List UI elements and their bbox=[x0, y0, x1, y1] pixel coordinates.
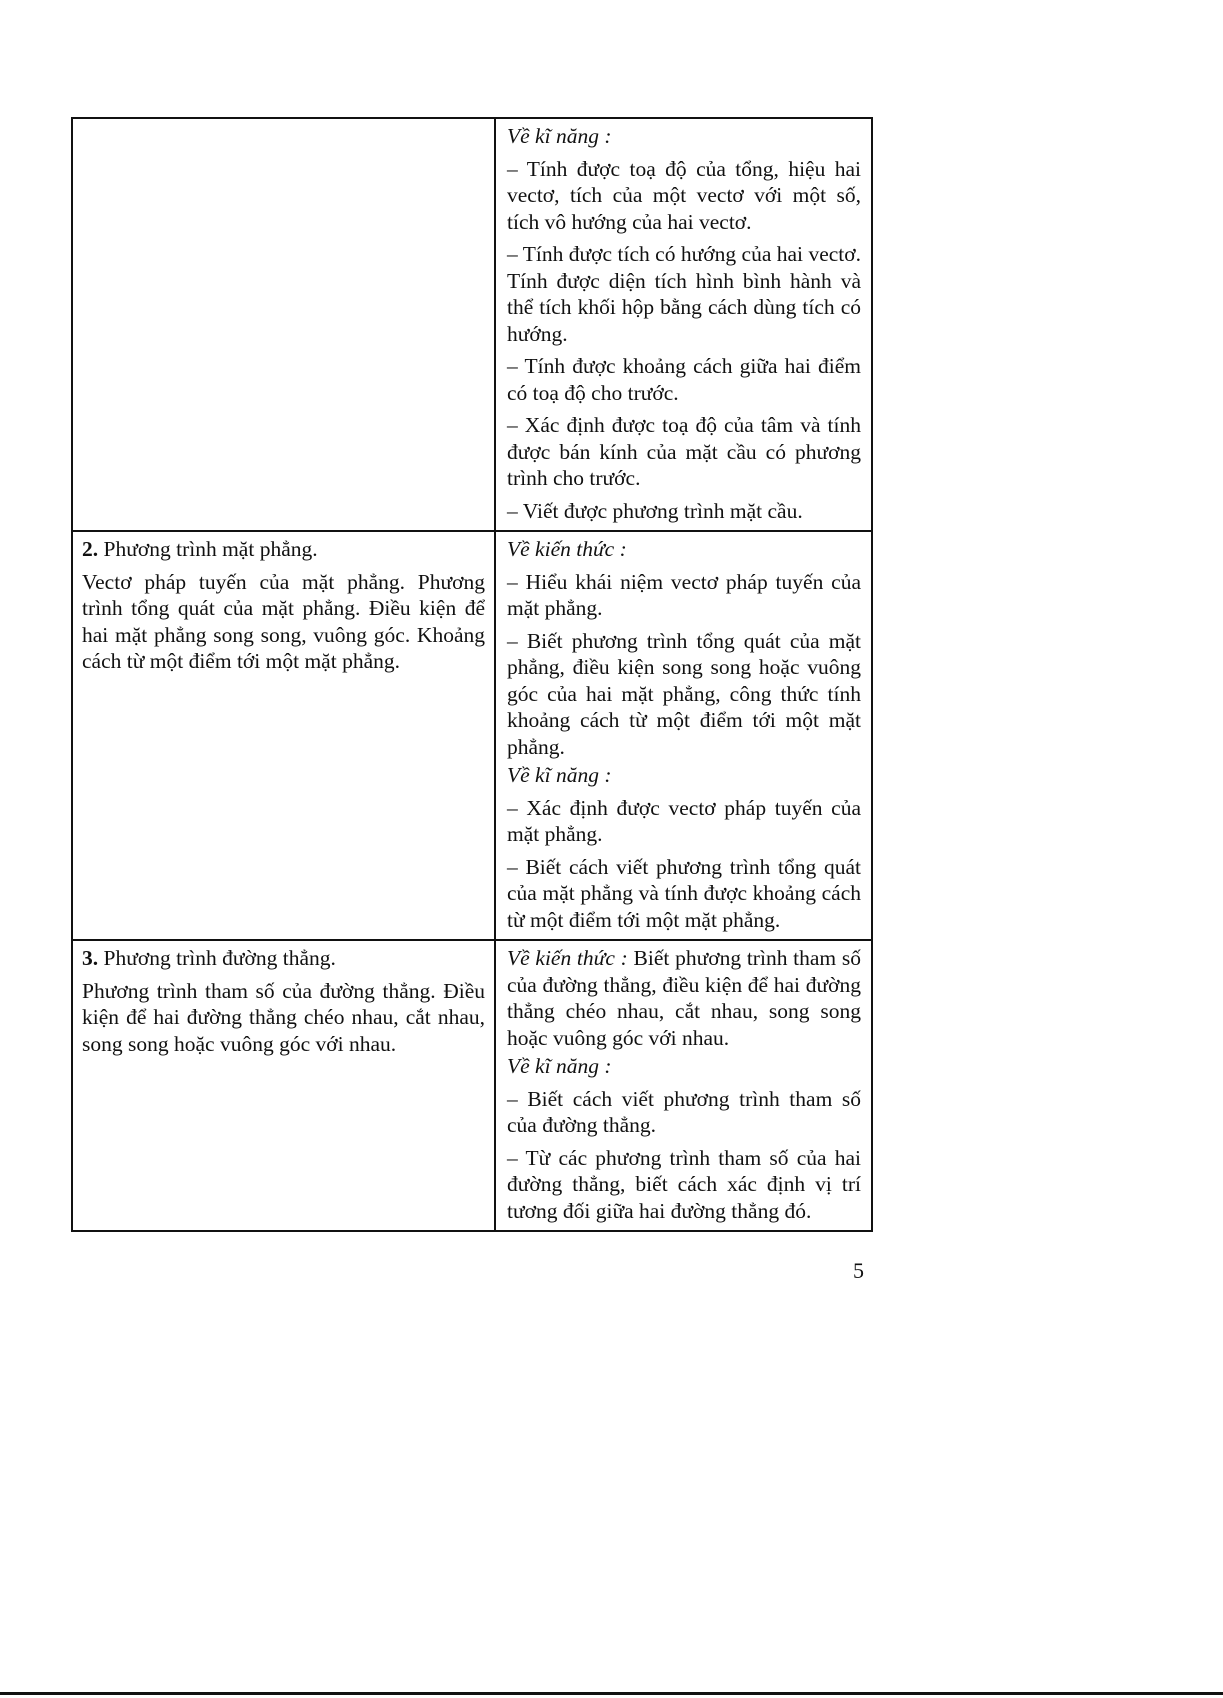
table-row bbox=[72, 940, 872, 1231]
skill-heading: Về kĩ năng : bbox=[507, 1054, 612, 1078]
knowledge-heading: Về kiến thức : bbox=[507, 946, 628, 970]
topic-content: Vectơ pháp tuyến của mặt phẳng. Phương trình tổng quát của mặt phẳng. Điều kiện để hai mặt phẳng song song, vuông góc. Khoảng cách từ một điểm tới một mặt phẳng. bbox=[82, 569, 485, 673]
skill-item: – Tính được toạ độ của tổng, hiệu hai vectơ, tích của một vectơ với một số, tích vô hướng của hai vectơ. bbox=[507, 156, 861, 234]
bottom-rule bbox=[0, 1692, 1223, 1695]
skill-item: – Xác định được toạ độ của tâm và tính được bán kính của mặt cầu có phương trình cho trước. bbox=[507, 413, 861, 490]
skill-item: – Biết cách viết phương trình tổng quát của mặt phẳng và tính được khoảng cách từ một điểm tới một mặt phẳng. bbox=[507, 854, 861, 932]
topic-content: Phương trình tham số của đường thẳng. Điều kiện để hai đường thẳng chéo nhau, cắt nhau, song song hoặc vuông góc với nhau. bbox=[82, 978, 485, 1056]
knowledge-paragraph bbox=[507, 945, 861, 1051]
skill-heading: Về kĩ năng : bbox=[507, 124, 612, 148]
knowledge-text: Biết phương trình tham số của đường thẳng, điều kiện để hai đường thẳng chéo nhau, cắt nhau, song song hoặc vuông góc với nhau. bbox=[507, 946, 861, 1050]
topic-title-text: Phương trình mặt phẳng. bbox=[98, 537, 318, 561]
skill-item: – Tính được khoảng cách giữa hai điểm có toạ độ cho trước. bbox=[507, 354, 861, 405]
knowledge-heading: Về kiến thức : bbox=[507, 537, 627, 561]
skill-item: – Tính được tích có hướng của hai vectơ. Tính được diện tích hình bình hành và thể tích khối hộp bằng cách dùng tích có hướng. bbox=[507, 242, 861, 346]
topic-title-text: Phương trình đường thẳng. bbox=[98, 946, 336, 970]
knowledge-item: – Biết phương trình tổng quát của mặt phẳng, điều kiện song song hoặc vuông góc của hai mặt phẳng, công thức tính khoảng cách từ một điểm tới một mặt phẳng. bbox=[507, 628, 861, 759]
topic-number: 3. bbox=[82, 946, 99, 970]
skill-item: – Xác định được vectơ pháp tuyến của mặt phẳng. bbox=[507, 795, 861, 846]
topic-cell-empty bbox=[72, 118, 495, 531]
skill-item: – Viết được phương trình mặt cầu. bbox=[507, 498, 803, 523]
topic-number: 2. bbox=[82, 537, 99, 561]
requirements-cell bbox=[495, 940, 872, 1231]
topic-cell bbox=[72, 940, 495, 1231]
requirements-cell bbox=[495, 531, 872, 940]
curriculum-table bbox=[71, 117, 873, 1232]
table-row bbox=[72, 531, 872, 940]
knowledge-item: – Hiểu khái niệm vectơ pháp tuyến của mặt phẳng. bbox=[507, 569, 861, 620]
skill-item: – Từ các phương trình tham số của hai đường thẳng, biết cách xác định vị trí tương đối giữa hai đường thẳng đó. bbox=[507, 1145, 861, 1223]
skill-item: – Biết cách viết phương trình tham số của đường thẳng. bbox=[507, 1086, 861, 1137]
table-row bbox=[72, 118, 872, 531]
topic-title bbox=[82, 536, 485, 563]
page-number: 5 bbox=[853, 1258, 864, 1283]
topic-cell bbox=[72, 531, 495, 940]
topic-title bbox=[82, 945, 485, 972]
skill-heading: Về kĩ năng : bbox=[507, 763, 612, 787]
requirements-cell bbox=[495, 118, 872, 531]
